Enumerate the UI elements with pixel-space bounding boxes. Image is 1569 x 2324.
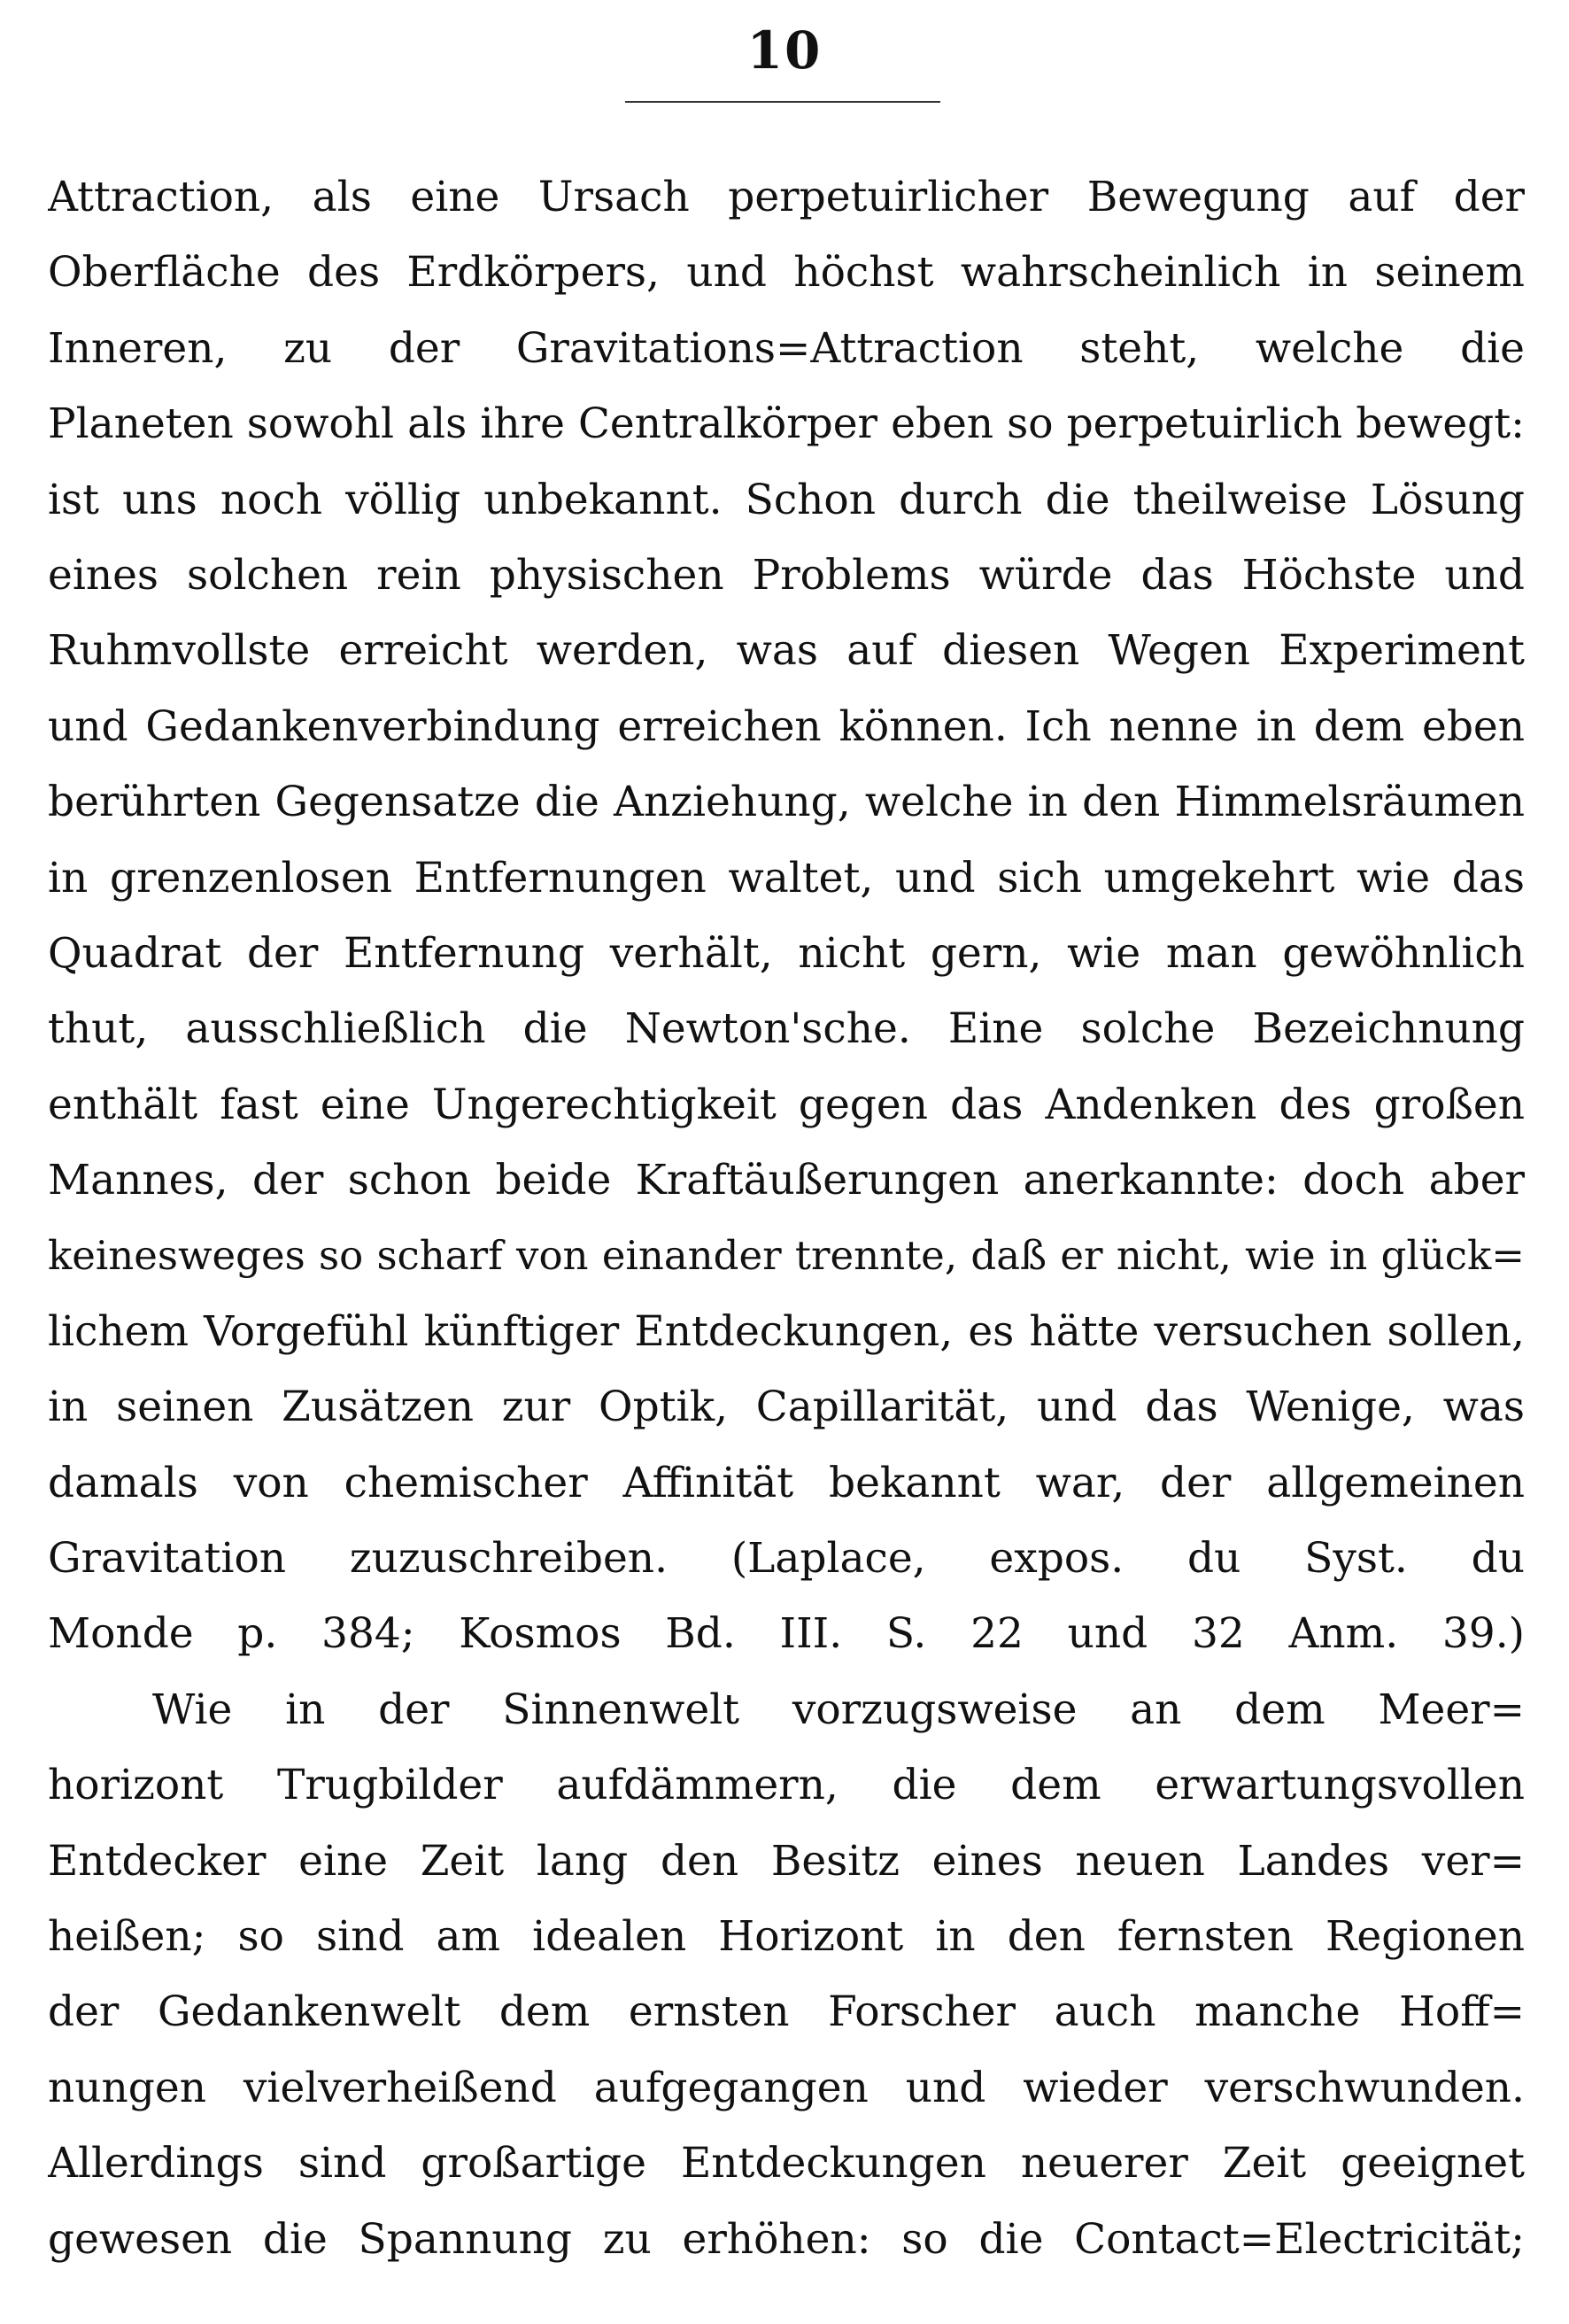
header-rule — [625, 101, 940, 103]
text-line: damals von chemischer Affinität bekannt war, der allgemeinen — [48, 1458, 1525, 1507]
text-line: horizont Trugbilder aufdämmern, die dem erwartungsvollen — [48, 1761, 1525, 1810]
text-line: in seinen Zusätzen zur Optik, Capillarität, und das Wenige, was — [48, 1383, 1525, 1432]
text-line: nungen vielverheißend aufgegangen und wieder verschwunden. — [48, 2063, 1525, 2112]
text-line: berührten Gegensatze die Anziehung, welche in den Himmelsräumen — [48, 778, 1525, 827]
text-line: keinesweges so scharf von einander trennte, daß er nicht, wie in glück= — [48, 1232, 1525, 1280]
text-line: ist uns noch völlig unbekannt. Schon durch die theilweise Lösung — [48, 475, 1525, 524]
paragraph-first-line: Wie in der Sinnenwelt vorzugsweise an dem Meer= — [152, 1685, 1525, 1734]
text-line: Monde p. 384; Kosmos Bd. III. S. 22 und 32 Anm. 39.) — [48, 1609, 1525, 1659]
text-line: Ruhmvollste erreicht werden, was auf diesen Wegen Experiment — [48, 626, 1525, 676]
text-line: Mannes, der schon beide Kraftäußerungen anerkannte: doch aber — [48, 1156, 1525, 1205]
text-line: der Gedankenwelt dem ernsten Forscher auch manche Hoff= — [48, 1987, 1525, 2037]
text-line: Quadrat der Entfernung verhält, nicht gern, wie man gewöhnlich — [48, 928, 1525, 978]
text-line: Attraction, als eine Ursach perpetuirlicher Bewegung auf der — [48, 173, 1525, 221]
text-line: heißen; so sind am idealen Horizont in den fernsten Regionen — [48, 1911, 1525, 1961]
text-line: Planeten sowohl als ihre Centralkörper eben so perpetuirlich bewegt: — [48, 399, 1525, 449]
text-line: lichem Vorgefühl künftiger Entdeckungen, es hätte versuchen sollen, — [48, 1306, 1525, 1356]
text-line: und Gedankenverbindung erreichen können. Ich nenne in dem eben — [48, 701, 1525, 751]
text-line: in grenzenlosen Entfernungen waltet, und sich umgekehrt wie das — [48, 853, 1525, 902]
text-line: gewesen die Spannung zu erhöhen: so die Contact=Electricität; — [48, 2214, 1525, 2264]
text-line: Inneren, zu der Gravitations=Attraction steht, welche die — [48, 323, 1525, 373]
text-line: enthält fast eine Ungerechtigkeit gegen das Andenken des großen — [48, 1080, 1525, 1129]
page-number: 10 — [746, 20, 823, 81]
text-line: Oberfläche des Erdkörpers, und höchst wahrscheinlich in seinem — [48, 248, 1525, 298]
text-line: Entdecker eine Zeit lang den Besitz eines neuen Landes ver= — [48, 1836, 1525, 1886]
text-line: Allerdings sind großartige Entdeckungen neuerer Zeit geeignet — [48, 2139, 1525, 2188]
text-line: thut, ausschließlich die Newton'sche. Eine solche Bezeichnung — [48, 1004, 1525, 1054]
text-line: eines solchen rein physischen Problems würde das Höchste und — [48, 550, 1525, 600]
text-line: Gravitation zuzuschreiben. (Laplace, expos. du Syst. du — [48, 1534, 1525, 1584]
body-text — [48, 159, 1525, 2277]
